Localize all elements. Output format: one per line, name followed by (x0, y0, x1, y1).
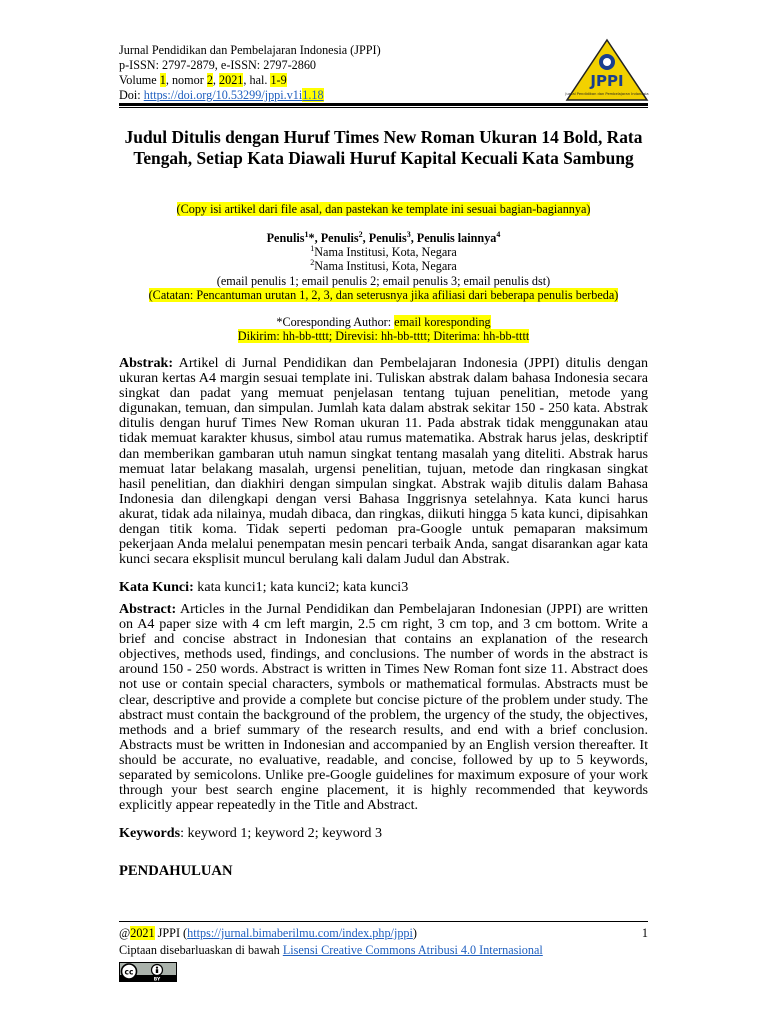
author-emails: (email penulis 1; email penulis 2; email penulis 3; email penulis dst) (216, 273, 551, 288)
institution-2-sup: 2 (310, 258, 315, 268)
abstract-text: Articles in the Jurnal Pendidikan dan Pembelajaran Indonesian (JPPI) are written on A4 paper size with 4 cm left margin, 2.5 cm right, 3 cm top, and 3 cm bottom. Write a brief and concise abstract in Indonesian that contains an explanation of the research objectives, methods used, findings, and conclusions. The number of words in the abstract is around 150 - 250 words. Abstract is written in Times New Roman font size 11. Abstract does not use or contain special characters, symbols or mathematical formulas. Abstracts must be clear, descriptive and provide a complete but concise picture of the problem under study. The abstract must contain the background of the problem, the urgency of the study, the objectives, methods and a brief summary of the research results, and end with a brief conclusion. Abstracts must be written in Indonesian and accompanied by an English version thereafter. It should be accurate, no evaluative, readable, and concise, followed by up to 5 keywords, separated by semicolons. Unlike pre-Google guidelines for maximum exposure of your work through your best search engine placement, it is highly recommended that keywords explicitly appear repeatedly in the Title and Abstract. (119, 601, 648, 814)
institution-2-name: Nama Institusi, Kota, Negara (314, 259, 457, 274)
abstrak-label: Abstrak: (119, 355, 174, 371)
footer-at: @ (119, 926, 131, 940)
institution-1 (119, 245, 648, 259)
volume-label: Volume (119, 73, 160, 87)
doi-line (119, 88, 539, 103)
nomor-number: 2 (206, 73, 213, 87)
corresponding-line (119, 315, 648, 329)
abstrak-paragraph (119, 356, 648, 567)
author-names (119, 231, 648, 245)
footer-license (119, 943, 543, 958)
year: 2021 (219, 73, 244, 87)
keywords-line (119, 826, 648, 841)
footer-copyright (119, 926, 648, 941)
copy-note: (Copy isi artikel dari file asal, dan pastekan ke template ini sesuai bagian-bagiannya) (176, 202, 591, 216)
journal-url-link[interactable]: https://jurnal.bimaberilmu.com/index.php/jppi (187, 926, 413, 940)
affiliation-note: (Catatan: Pencantuman urutan 1, 2, 3, dan seterusnya jika afiliasi dari beberapa penulis berbeda) (148, 287, 619, 302)
document-page (119, 0, 648, 1024)
correspondence-block (119, 315, 648, 343)
author-3-sup: 3 (406, 229, 411, 239)
pages-label: , hal. (243, 73, 271, 87)
author-2: Penulis (320, 231, 359, 245)
doi-link[interactable] (144, 88, 324, 102)
article-title: Judul Ditulis dengan Huruf Times New Roman Ukuran 14 Bold, Rata Tengah, Setiap Kata Diawali Huruf Kapital Kecuali Kata Sambung (124, 127, 643, 168)
dates-line (119, 329, 648, 343)
author-3: Penulis (368, 231, 407, 245)
journal-header (119, 43, 539, 103)
kata-kunci-line (119, 580, 648, 595)
institution-1-sup: 1 (310, 244, 315, 254)
author-4-sup: 4 (496, 229, 501, 239)
copy-note-block (119, 202, 648, 216)
affiliation-note-line (119, 288, 648, 302)
submission-dates: Dikirim: hh-bb-tttt; Direvisi: hh-bb-tttt; Diterima: hh-bb-tttt (237, 329, 530, 344)
keywords-label: Keywords (119, 825, 181, 841)
author-4: Penulis lainnya (416, 231, 497, 245)
footer-jppi: JPPI ( (154, 926, 188, 940)
abstract-label: Abstract: (119, 601, 177, 617)
author-sep-3: , (410, 231, 417, 245)
svg-text:cc: cc (124, 967, 134, 977)
year-separator: , (212, 73, 219, 87)
volume-line (119, 73, 539, 88)
license-link[interactable]: Lisensi Creative Commons Atribusi 4.0 Internasional (282, 943, 543, 957)
volume-number: 1 (159, 73, 166, 87)
header-rule (119, 103, 648, 106)
footer-rule (119, 921, 648, 922)
author-1: Penulis (266, 231, 305, 245)
journal-name: Jurnal Pendidikan dan Pembelajaran Indonesia (JPPI) (119, 43, 381, 57)
license-prefix: Ciptaan disebarluaskan di bawah (119, 943, 283, 957)
jppi-logo (565, 38, 649, 102)
authors-block (119, 231, 648, 302)
abstract-paragraph (119, 602, 648, 813)
corresponding-email: email koresponding (394, 315, 491, 329)
header-rule-thin (119, 107, 648, 108)
corresponding-label: *Coresponding Author: (276, 315, 395, 329)
page-number: 1 (641, 926, 648, 940)
abstrak-text: Artikel di Jurnal Pendidikan dan Pembelajaran Indonesia (JPPI) ditulis dengan ukuran kertas A4 margin sesuai template ini. Tuliskan abstrak dalam bahasa Indonesia secara singkat dan padat yang memuat penjelasan tentang tujuan penelitian, metode yang digunakan, temuan, dan simpulan. Jumlah kata dalam abstrak sekitar 150 - 250 kata. Abstrak ditulis dengan huruf Times New Roman ukuran 11. Pada abstrak tidak menggunakan atau tidak memuat karakter khusus, simbol atau rumus matematika. Abstrak harus jelas, deskriptif dan memberikan gambaran utuh namun singkat tentang masalah yang diteliti. Abstrak harus memuat latar belakang masalah, urgensi penelitian, tujuan, metode dan ringkasan singkat hasil penelitian, dan diakhiri dengan simpulan singkat. Abstrak wajib ditulis dalam Bahasa Indonesia dan dilengkapi dengan versi Bahasa Inggrisnya setelahnya. Kata kunci harus akurat, tidak ada nilainya, mudah dibaca, dan ringkas, diikuti hingga 5 kata kunci, dipisahkan dengan titik koma. Tidak seperti pedoman pra-Google untuk pemaparan maksimum pekerjaan Anda melalui penempatan mesin pencari terbaik Anda, sangat disarankan agar kata kunci secara eksplisit muncul berulang kali dalam Judul dan Abstrak. (119, 355, 648, 568)
footer-year: 2021 (130, 926, 155, 940)
author-sep-2: , (362, 231, 369, 245)
doi-link-suffix[interactable]: 1.18 (302, 88, 324, 102)
doi-label: Doi: (119, 88, 144, 102)
author-2-sup: 2 (358, 229, 363, 239)
logo-subtext: Jurnal Pendidikan dan Pembelajaran Indonesia (565, 92, 649, 96)
institution-2 (119, 259, 648, 273)
doi-link-prefix[interactable]: https://doi.org/10.53299/jppi.v1i (143, 88, 303, 102)
author-1-star: *, (308, 231, 321, 245)
pages: 1-9 (270, 73, 287, 87)
author-1-sup: 1 (304, 229, 309, 239)
kata-kunci-text: kata kunci1; kata kunci2; kata kunci3 (193, 579, 409, 595)
section-heading: PENDAHULUAN (119, 863, 233, 879)
keywords-text: : keyword 1; keyword 2; keyword 3 (180, 825, 383, 841)
footer-close-paren: ) (412, 926, 417, 940)
cc-badge-text: BY (153, 977, 161, 982)
kata-kunci-label: Kata Kunci: (119, 579, 194, 595)
institution-1-name: Nama Institusi, Kota, Negara (314, 245, 457, 260)
issn-line: p-ISSN: 2797-2879, e-ISSN: 2797-2860 (119, 58, 317, 72)
logo-text: JPPI (590, 72, 624, 90)
nomor-label: , nomor (165, 73, 207, 87)
cc-by-badge[interactable] (119, 962, 177, 982)
